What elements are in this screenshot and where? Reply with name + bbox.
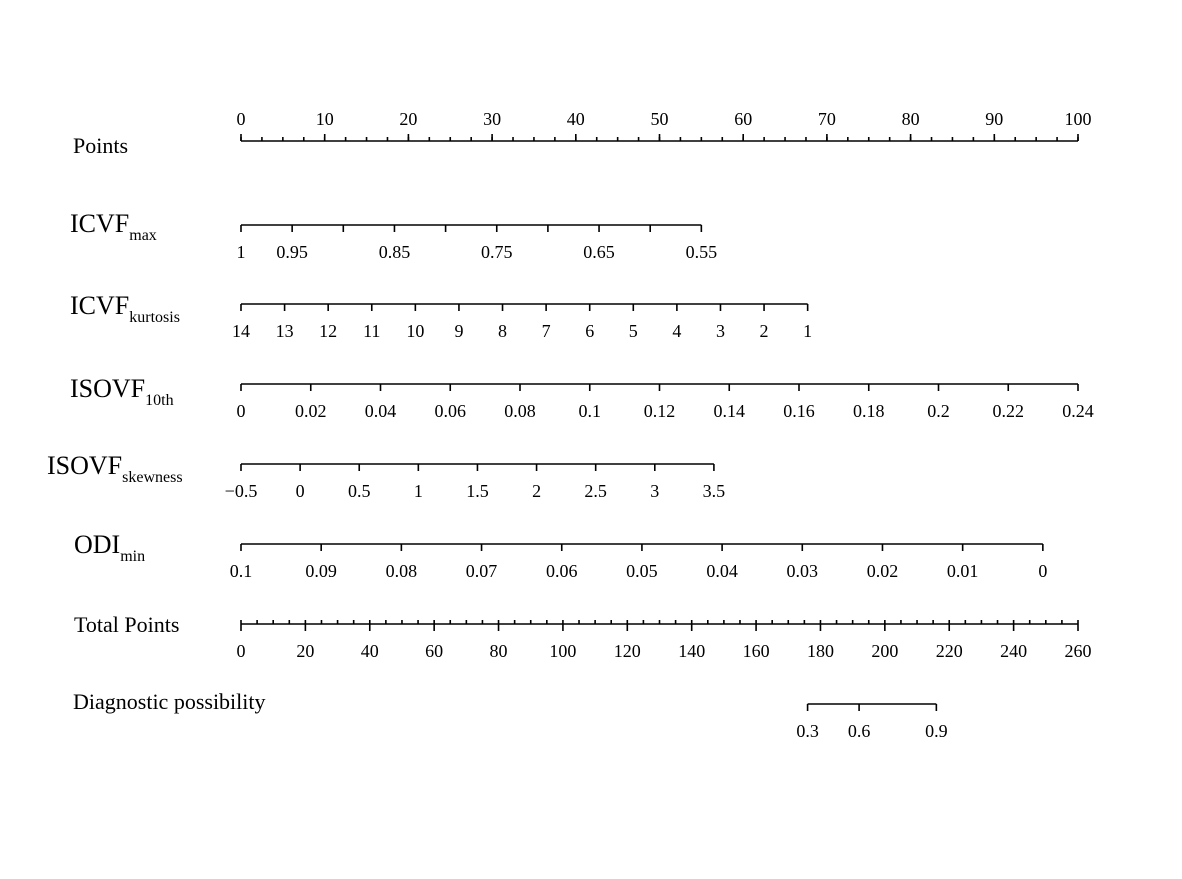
icvf-kurtosis-tick-label: 1 xyxy=(803,321,813,341)
points-tick-label: 50 xyxy=(650,109,669,129)
isovf-skewness-tick-label: 3.5 xyxy=(702,481,726,501)
total-points-tick-label: 140 xyxy=(678,641,706,661)
icvf-kurtosis-tick-label: 3 xyxy=(715,321,725,341)
row-label-odi-min-main: ODI xyxy=(74,530,121,559)
icvf-kurtosis-tick-label: 6 xyxy=(585,321,595,341)
diagnostic-possibility-tick-label: 0.9 xyxy=(925,721,948,741)
odi-min-tick-label: 0.02 xyxy=(866,561,899,581)
points-tick-label: 20 xyxy=(399,109,418,129)
icvf-kurtosis-tick-label: 11 xyxy=(363,321,381,341)
odi-min-tick-label: 0.04 xyxy=(706,561,738,581)
row-label-icvf-kurtosis-sub: kurtosis xyxy=(129,309,180,326)
points-tick-label: 90 xyxy=(985,109,1004,129)
isovf-skewness-tick-label: 1.5 xyxy=(466,481,489,501)
row-label-isovf-skewness-main: ISOVF xyxy=(47,451,123,480)
row-label-odi-min-sub: min xyxy=(120,548,146,565)
icvf-kurtosis-tick-label: 9 xyxy=(454,321,464,341)
row-label-icvf-max-sub: max xyxy=(129,227,157,244)
points-tick-label: 10 xyxy=(315,109,334,129)
points-tick-label: 40 xyxy=(566,109,585,129)
row-label-isovf-10th xyxy=(70,374,174,409)
icvf-kurtosis-tick-label: 10 xyxy=(406,321,425,341)
row-label-points: Points xyxy=(73,133,129,158)
isovf-10th-tick-label: 0.2 xyxy=(927,401,950,421)
isovf-10th-tick-label: 0.16 xyxy=(783,401,815,421)
total-points-tick-label: 20 xyxy=(296,641,315,661)
total-points-tick-label: 260 xyxy=(1064,641,1092,661)
icvf-kurtosis-tick-label: 4 xyxy=(672,321,682,341)
row-label-icvf-max-main: ICVF xyxy=(70,209,130,238)
odi-min-tick-label: 0.01 xyxy=(946,561,979,581)
isovf-10th-tick-label: 0.1 xyxy=(578,401,601,421)
row-label-isovf-10th-sub: 10th xyxy=(145,392,174,409)
points-tick-label: 0 xyxy=(236,109,246,129)
isovf-skewness-tick-label: 2.5 xyxy=(584,481,607,501)
isovf-10th-tick-label: 0.18 xyxy=(853,401,885,421)
icvf-max-tick-label: 0.95 xyxy=(276,242,308,262)
total-points-tick-label: 200 xyxy=(871,641,899,661)
total-points-tick-label: 160 xyxy=(742,641,770,661)
total-points-tick-label: 240 xyxy=(1000,641,1028,661)
diagnostic-possibility-tick-label: 0.6 xyxy=(847,721,871,741)
odi-min-tick-label: 0 xyxy=(1038,561,1048,581)
total-points-tick-label: 60 xyxy=(425,641,444,661)
isovf-10th-tick-label: 0.04 xyxy=(364,401,397,421)
isovf-10th-tick-label: 0.14 xyxy=(713,401,745,421)
total-points-tick-label: 220 xyxy=(935,641,963,661)
icvf-kurtosis-tick-label: 12 xyxy=(319,321,338,341)
points-tick-label: 100 xyxy=(1064,109,1092,129)
total-points-tick-label: 120 xyxy=(613,641,641,661)
row-label-total-points: Total Points xyxy=(74,612,180,637)
isovf-skewness-tick-label: 3 xyxy=(650,481,660,501)
icvf-max-tick-label: 1 xyxy=(236,242,246,262)
odi-min-tick-label: 0.08 xyxy=(385,561,418,581)
isovf-skewness-tick-label: 1 xyxy=(413,481,423,501)
icvf-kurtosis-tick-label: 8 xyxy=(498,321,508,341)
row-label-isovf-10th-main: ISOVF xyxy=(70,374,146,403)
nomogram-scales xyxy=(225,109,1094,741)
isovf-10th-tick-label: 0.22 xyxy=(992,401,1024,421)
points-tick-label: 80 xyxy=(901,109,920,129)
odi-min-tick-label: 0.05 xyxy=(626,561,658,581)
icvf-kurtosis-tick-label: 5 xyxy=(628,321,638,341)
isovf-10th-tick-label: 0.24 xyxy=(1062,401,1094,421)
icvf-max-tick-label: 0.85 xyxy=(378,242,411,262)
points-tick-label: 60 xyxy=(734,109,753,129)
odi-min-tick-label: 0.1 xyxy=(229,561,253,581)
row-label-isovf-skewness xyxy=(47,451,183,486)
row-label-icvf-kurtosis-main: ICVF xyxy=(70,291,130,320)
icvf-kurtosis-tick-label: 2 xyxy=(759,321,769,341)
total-points-tick-label: 100 xyxy=(549,641,577,661)
row-label-odi-min xyxy=(74,530,145,565)
icvf-max-tick-label: 0.75 xyxy=(481,242,513,262)
odi-min-tick-label: 0.03 xyxy=(786,561,819,581)
icvf-kurtosis-tick-label: 14 xyxy=(232,321,250,341)
row-label-diagnostic-possibility: Diagnostic possibility xyxy=(73,689,266,714)
points-tick-label: 70 xyxy=(817,109,836,129)
icvf-max-tick-label: 0.55 xyxy=(685,242,718,262)
icvf-kurtosis-tick-label: 7 xyxy=(541,321,551,341)
diagnostic-possibility-tick-label: 0.3 xyxy=(796,721,819,741)
total-points-tick-label: 0 xyxy=(236,641,246,661)
icvf-max-tick-label: 0.65 xyxy=(583,242,615,262)
odi-min-tick-label: 0.06 xyxy=(545,561,578,581)
isovf-10th-tick-label: 0 xyxy=(236,401,246,421)
isovf-10th-tick-label: 0.06 xyxy=(434,401,466,421)
total-points-tick-label: 180 xyxy=(806,641,834,661)
row-label-icvf-kurtosis xyxy=(70,291,180,326)
isovf-skewness-tick-label: 0 xyxy=(295,481,305,501)
odi-min-tick-label: 0.09 xyxy=(305,561,337,581)
points-tick-label: 30 xyxy=(483,109,502,129)
isovf-skewness-tick-label: 2 xyxy=(532,481,542,501)
isovf-10th-tick-label: 0.08 xyxy=(504,401,536,421)
total-points-tick-label: 80 xyxy=(489,641,508,661)
row-label-isovf-skewness-sub: skewness xyxy=(122,469,183,486)
icvf-kurtosis-tick-label: 13 xyxy=(275,321,294,341)
total-points-tick-label: 40 xyxy=(360,641,379,661)
odi-min-tick-label: 0.07 xyxy=(465,561,498,581)
isovf-10th-tick-label: 0.12 xyxy=(643,401,676,421)
row-label-icvf-max xyxy=(70,209,157,244)
isovf-10th-tick-label: 0.02 xyxy=(295,401,327,421)
isovf-skewness-tick-label: 0.5 xyxy=(347,481,371,501)
isovf-skewness-tick-label: −0.5 xyxy=(224,481,258,501)
